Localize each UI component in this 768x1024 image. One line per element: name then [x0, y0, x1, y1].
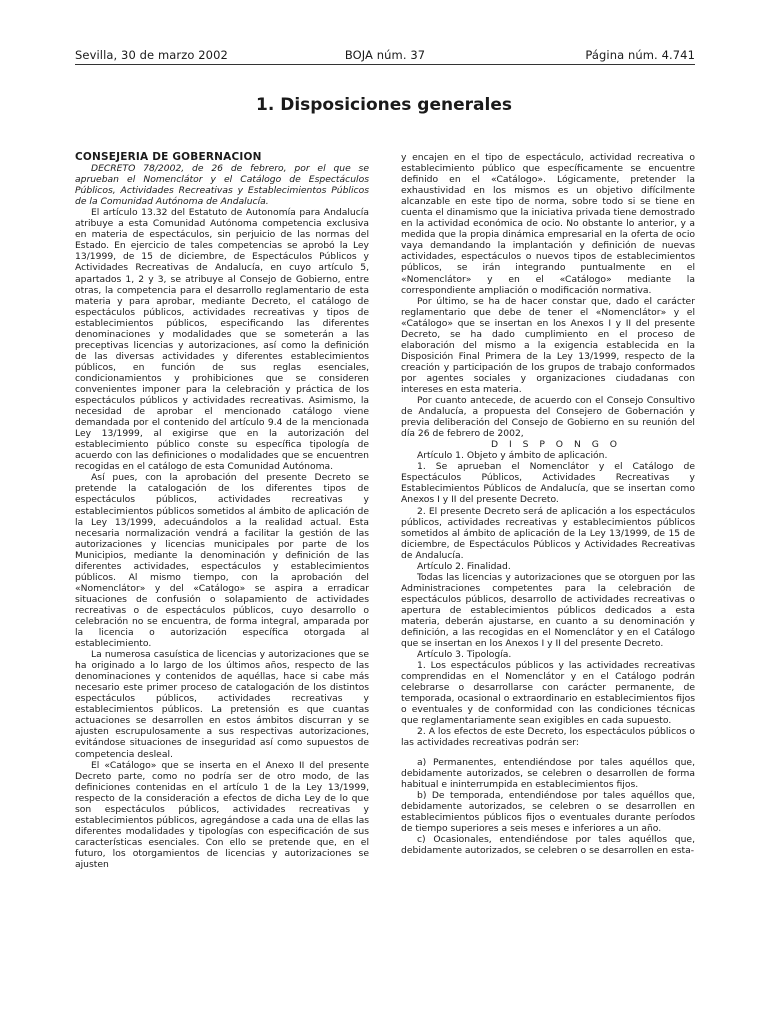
article-heading: Artículo 3. Tipología. — [417, 649, 512, 661]
bulletin-number: BOJA núm. 37 — [344, 48, 426, 62]
paragraph: 1. Los espectáculos públicos y las actividades recreativas comprendidas en el Nomenclátor y en el Catálogo podrán celebrarse o desarrollarse con carácter permanente, de temporada, ocasional o extraordinario en establecimientos fijos o eventuales y de conformidad con las condiciones técnicas que reglamentariamente sean exigibles en cada supuesto. — [401, 660, 695, 727]
list-item: c) Ocasionales, entendiéndose por tales aquéllos que, debidamente autorizados, se celebren o se desarrollen en esta- — [401, 833, 695, 856]
consejeria-heading: CONSEJERIA DE GOBERNACION — [75, 151, 262, 163]
article-heading: Artículo 2. Finalidad. — [417, 560, 511, 572]
page-number: Página núm. 4.741 — [585, 48, 695, 62]
list-item: a) Permanentes, entendiéndose por tales aquéllos que, debidamente autorizados, se celebren o desarrollen de forma habitual e ininterrumpida en establecimientos fijos. — [401, 756, 695, 790]
section-title: 1. Disposiciones generales — [256, 95, 512, 115]
spacer — [401, 749, 695, 757]
decree-title: DECRETO 78/2002, de 26 de febrero, por el que se aprueban el Nomenclátor y el Catálogo de Espectáculos Públicos, Actividades Recreativas y Establecimientos Públicos de la Comunidad Autónoma de Andalucía. — [75, 163, 369, 208]
paragraph: El «Catálogo» que se inserta en el Anexo II del presente Decreto parte, como no podría ser de otro modo, de las definiciones contenidas en el artículo 1 de la Ley 13/1999, respecto de la consideración a efectos de dicha Ley de lo que son espectáculos públicos, actividades recreativas y establecimientos públicos, agregándose a cada una de ellas las diferentes modalidades y tipologías con especificación de sus características esenciales. Con ello se pretende que, en el futuro, los otorgamientos de licencias y autorizaciones se ajusten — [75, 759, 369, 870]
dispongo-heading: D I S P O N G O — [490, 439, 622, 451]
paragraph: Todas las licencias y autorizaciones que se otorguen por las Administraciones competentes para la celebración de espectáculos públicos, desarrollo de actividades recreativas o apertura de establecimientos públicos dedicados a esta materia, deberán ajustarse, en cuanto a su denominación y definición, a las recogidas en el Nomenclátor y en el Catálogo que se insertan en los Anexos I y II del presente Decreto. — [401, 571, 695, 650]
list-item: b) De temporada, entendiéndose por tales aquéllos que, debidamente autorizados, se celebren o se desarrollen en establecimientos públicos fijos o eventuales durante períodos de tiempo superiores a seis meses e inferiores a un año. — [401, 789, 695, 834]
paragraph: Por cuanto antecede, de acuerdo con el Consejo Consultivo de Andalucía, a propuesta del Consejero de Gobernación y previa deliberación del Consejo de Gobierno en su reunión del día 26 de febrero de 2002, — [401, 395, 695, 440]
paragraph: 1. Se aprueban el Nomenclátor y el Catálogo de Espectáculos Públicos, Actividades Recreativas y Establecimientos Públicos de Andalucía, que se insertan como Anexos I y II del presente Decreto. — [401, 461, 695, 506]
publication-date: Sevilla, 30 de marzo 2002 — [75, 48, 228, 62]
paragraph: y encajen en el tipo de espectáculo, actividad recreativa o establecimiento público que específicamente se encuentre definido en el «Catálogo». Lógicamente, pretender la exhaustividad en los mismos es un objetivo difícilmente alcanzable en este tipo de norma, sobre todo si se tiene en cuenta el dinamismo que la iniciativa privada tiene demostrado en la actividad económica de ocio. No obstante lo anterior, y a medida que la propia dinámica empresarial en la oferta de ocio vaya demandando la implantación y definición de nuevas actividades, espectáculos o nuevos tipos de establecimientos públicos, se irán integrando puntualmente en el «Nomenclátor» y en el «Catálogo» mediante la correspondiente ampliación o modificación normativa. — [401, 152, 695, 296]
article-heading: Artículo 1. Objeto y ámbito de aplicación. — [417, 450, 608, 462]
paragraph: Así pues, con la aprobación del presente Decreto se pretende la catalogación de los diferentes tipos de espectáculos públicos, actividades recreativas y establecimientos públicos sometidos al ámbito de aplicación de la Ley 13/1999, adecuándolos a la realidad actual. Esta necesaria normalización vendrá a facilitar la gestión de las autorizaciones y licencias municipales por parte de los Municipios, mediante la denominación y definición de las diferentes actividades, espectáculos y establecimientos públicos. Al mismo tiempo, con la aprobación del «Nomenclátor» y del «Catálogo» se aspira a erradicar situaciones de confusión o solapamiento de actividades recreativas o de espectáculos públicos, cuyo desarrollo o celebración no se encuentra, de forma integral, amparada por la licencia o autorización específica otorgada al establecimiento. — [75, 472, 369, 650]
left-column — [75, 152, 369, 870]
paragraph: Por último, se ha de hacer constar que, dado el carácter reglamentario que debe de tener el «Nomenclátor» y el «Catálogo» que se insertan en los Anexos I y II del presente Decreto, se ha dado cumplimiento en el proceso de elaboración del mismo a la exigencia establecida en la Disposición Final Primera de la Ley 13/1999, respecto de la creación y participación de los grupos de trabajo conformados por agentes sociales y organizaciones ciudadanas con intereses en esta materia. — [401, 295, 695, 395]
header-rule — [75, 64, 695, 65]
paragraph: 2. A los efectos de este Decreto, los espectáculos públicos o las actividades recreativas podrán ser: — [401, 726, 695, 749]
paragraph: El artículo 13.32 del Estatuto de Autonomía para Andalucía atribuye a esta Comunidad Autónoma competencia exclusiva en materia de espectáculos, sin perjuicio de las normas del Estado. En ejercicio de tales competencias se aprobó la Ley 13/1999, de 15 de diciembre, de Espectáculos Públicos y Actividades Recreativas de Andalucía, en cuyo artículo 5, apartados 1, 2 y 3, se atribuye al Consejo de Gobierno, entre otras, la competencia para el desarrollo reglamentario de esta materia y para aprobar, mediante Decreto, el catálogo de espectáculos públicos, actividades recreativas y tipos de establecimientos públicos, especificando las diferentes denominaciones y modalidades que se someterán a las preceptivas licencias y autorizaciones, así como la definición de las diversas actividades y diferentes establecimientos públicos, en función de sus reglas esenciales, condicionamientos y prohibiciones que se consideren convenientes imponer para la celebración y práctica de los espectáculos públicos y actividades recreativas. Asimismo, la necesidad de aprobar el mencionado catálogo viene demandada por el contenido del artículo 9.4 de la mencionada Ley 13/1999, al exigirse que en la autorización del establecimiento público conste su específica tipología de acuerdo con las definiciones o modalidades que se encuentren recogidas en el catálogo de esta Comunidad Autónoma. — [75, 207, 369, 473]
paragraph: La numerosa casuística de licencias y autorizaciones que se ha originado a lo largo de los últimos años, respecto de las denominaciones y contenidos de aquéllas, hace si cabe más necesario este primer proceso de catalogación de los distintos espectáculos públicos, actividades recreativas y establecimientos públicos. La pretensión es que cuantas actuaciones se desarrollen en estos ámbitos discurran y se ajusten escrupulosamente a sus respectivas autorizaciones, evitándose situaciones de inseguridad así como supuestos de competencia desleal. — [75, 649, 369, 760]
paragraph: 2. El presente Decreto será de aplicación a los espectáculos públicos, actividades recreativas y establecimientos públicos sometidos al ámbito de aplicación de la Ley 13/1999, de 15 de diciembre, de Espectáculos Públicos y Actividades Recreativas de Andalucía. — [401, 505, 695, 561]
right-column — [401, 152, 695, 856]
